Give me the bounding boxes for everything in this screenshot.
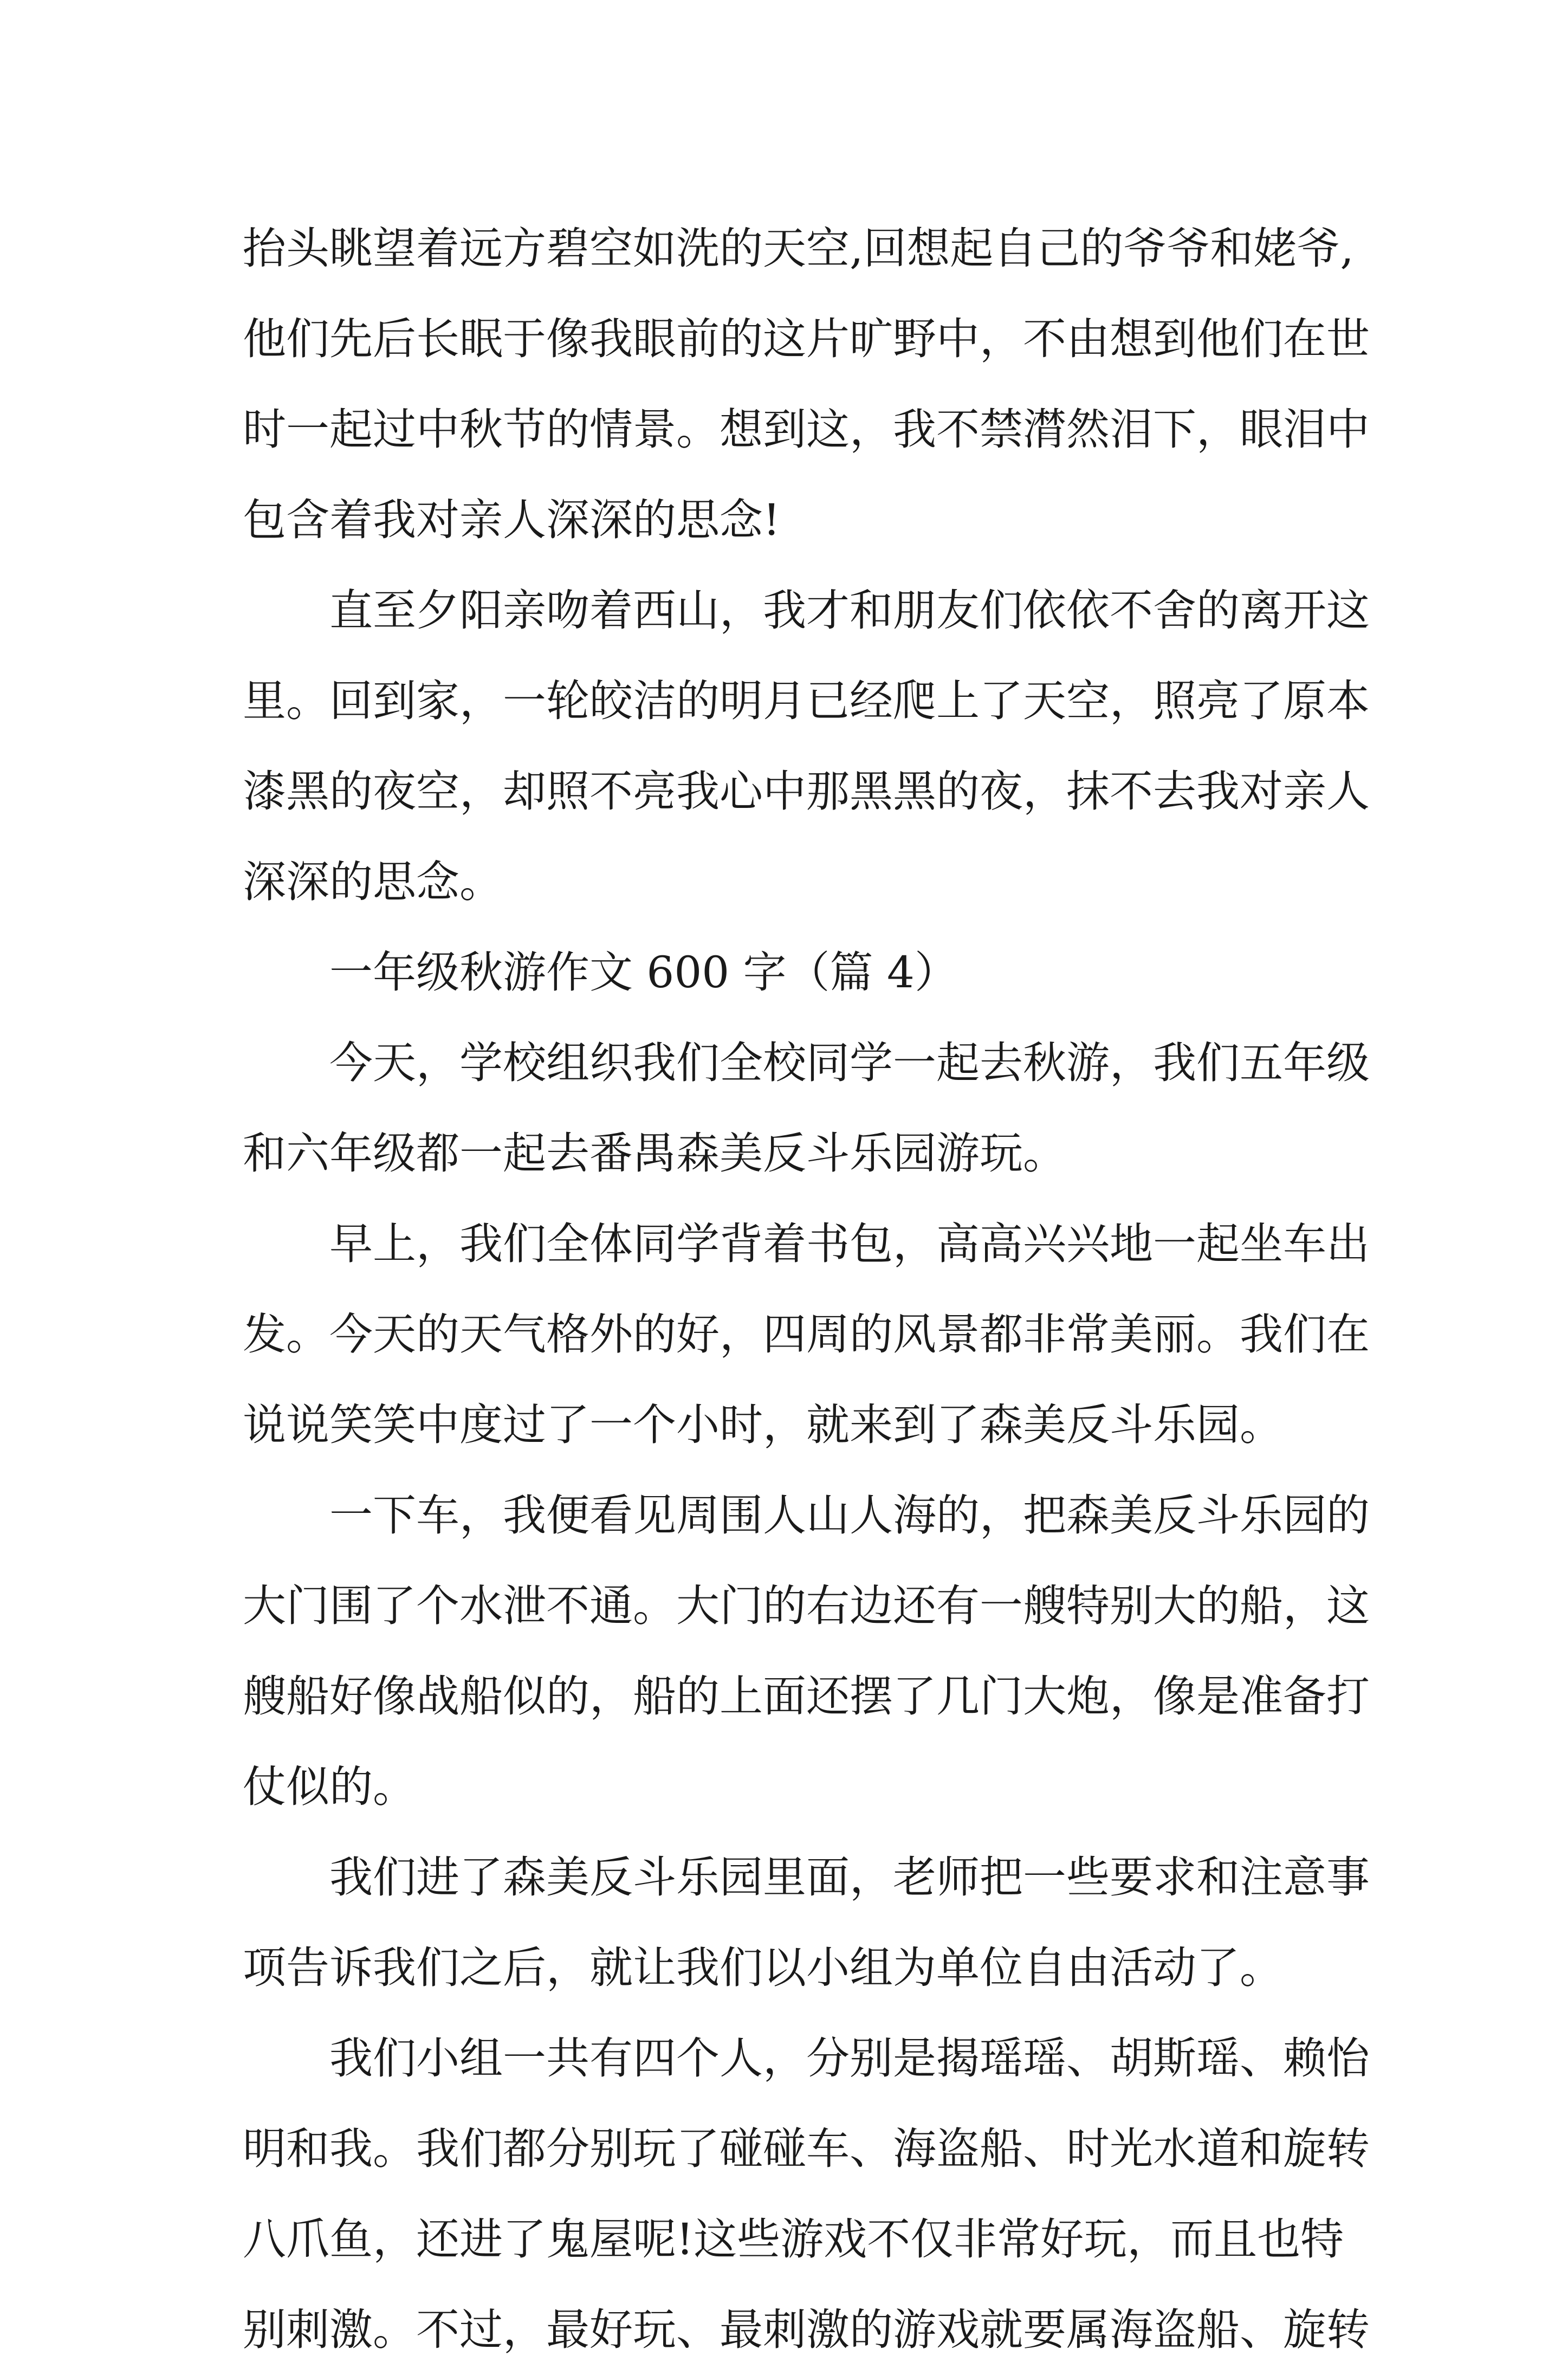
paragraph-6 <box>243 1832 1381 2013</box>
paragraph-5 <box>243 1470 1381 1832</box>
paragraph-2 <box>243 565 1381 927</box>
paragraph-1 <box>243 203 1381 565</box>
paragraph-7 <box>243 2013 1381 2375</box>
text-line: 一下车，我便看见周围人山人海的，把森美反斗乐园的 <box>329 1490 1370 1541</box>
text-line: 别刺激。不过，最好玩、最刺激的游戏就要属海盗船、旋转 <box>243 2305 1370 2355</box>
text-line: 大门围了个水泄不通。大门的右边还有一艘特别大的船，这 <box>243 1581 1370 1631</box>
text-line: 明和我。我们都分别玩了碰碰车、海盗船、时光水道和旋转 <box>243 2124 1370 2174</box>
text-line: 直至夕阳亲吻着西山，我才和朋友们依依不舍的离开这 <box>329 585 1370 636</box>
text-line: 说说笑笑中度过了一个小时，就来到了森美反斗乐园。 <box>243 1400 1283 1450</box>
text-line: 早上，我们全体同学背着书包，高高兴兴地一起坐车出 <box>329 1219 1370 1269</box>
text-line: 项告诉我们之后，就让我们以小组为单位自由活动了。 <box>243 1943 1283 1993</box>
text-line: 深深的思念。 <box>243 857 503 907</box>
text-line: 他们先后长眠于像我眼前的这片旷野中，不由想到他们在世 <box>243 314 1370 364</box>
text-line: 今天，学校组织我们全校同学一起去秋游，我们五年级 <box>329 1038 1370 1088</box>
heading-text: 一年级秋游作文 600 字（篇 4） <box>329 947 958 998</box>
text-line: 里。回到家，一轮皎洁的明月已经爬上了天空，照亮了原本 <box>243 676 1370 726</box>
text-line: 八爪鱼，还进了鬼屋呢!这些游戏不仅非常好玩，而且也特 <box>243 2214 1344 2264</box>
section-heading <box>243 927 1381 1018</box>
document-body <box>243 203 1381 2375</box>
text-line: 我们进了森美反斗乐园里面，老师把一些要求和注意事 <box>329 1852 1370 1902</box>
paragraph-4 <box>243 1199 1381 1470</box>
text-line: 发。今天的天气格外的好，四周的风景都非常美丽。我们在 <box>243 1309 1370 1360</box>
text-line: 抬头眺望着远方碧空如洗的天空,回想起自己的爷爷和姥爷, <box>243 223 1354 274</box>
text-line: 我们小组一共有四个人，分别是揭瑶瑶、胡斯瑶、赖怡 <box>329 2033 1370 2083</box>
text-line: 和六年级都一起去番禺森美反斗乐园游玩。 <box>243 1128 1066 1179</box>
text-line: 艘船好像战船似的，船的上面还摆了几门大炮，像是准备打 <box>243 1671 1370 1722</box>
text-line: 包含着我对亲人深深的思念! <box>243 495 781 545</box>
text-line: 漆黑的夜空，却照不亮我心中那黑黑的夜，抹不去我对亲人 <box>243 766 1370 817</box>
text-line: 时一起过中秋节的情景。想到这，我不禁潸然泪下，眼泪中 <box>243 404 1370 455</box>
text-line: 仗似的。 <box>243 1762 416 1812</box>
paragraph-3 <box>243 1018 1381 1199</box>
